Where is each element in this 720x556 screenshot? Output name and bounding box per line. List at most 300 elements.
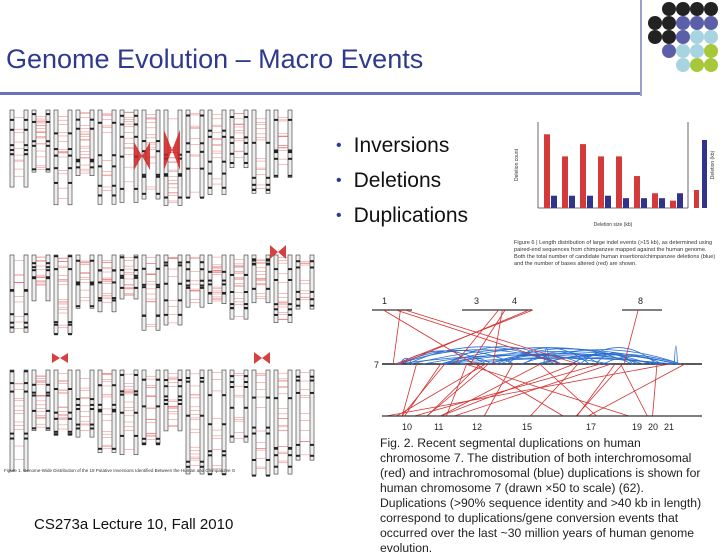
chimp-chromosome bbox=[310, 370, 314, 460]
decor-dot bbox=[662, 2, 676, 16]
band bbox=[288, 158, 292, 160]
band bbox=[230, 436, 234, 438]
chromosome-label-bottom: 20 bbox=[648, 422, 659, 432]
band bbox=[222, 130, 226, 132]
interchromosomal-duplication bbox=[588, 364, 685, 416]
band bbox=[186, 168, 190, 170]
interchromosomal-duplication bbox=[653, 364, 657, 416]
band bbox=[252, 260, 256, 262]
band bbox=[98, 194, 102, 196]
band bbox=[90, 398, 94, 400]
band bbox=[54, 155, 58, 157]
band bbox=[134, 394, 138, 396]
title-rule bbox=[0, 92, 640, 95]
band bbox=[288, 279, 292, 281]
band bbox=[76, 305, 80, 307]
band bbox=[230, 381, 234, 383]
band bbox=[32, 113, 36, 115]
band bbox=[244, 375, 248, 377]
band bbox=[252, 189, 256, 191]
chromosome-label-top: 4 bbox=[512, 296, 518, 306]
band bbox=[156, 140, 160, 142]
band bbox=[288, 119, 292, 121]
band bbox=[156, 286, 160, 288]
band bbox=[32, 140, 36, 142]
band bbox=[200, 168, 204, 170]
band bbox=[32, 262, 36, 264]
decor-dot bbox=[676, 44, 690, 58]
band bbox=[120, 435, 124, 437]
chimp-chromosome bbox=[156, 110, 160, 199]
band bbox=[296, 266, 300, 268]
band bbox=[98, 165, 102, 167]
band bbox=[32, 384, 36, 386]
band bbox=[310, 298, 314, 300]
band bbox=[230, 136, 234, 138]
band bbox=[178, 314, 182, 316]
band bbox=[244, 307, 248, 309]
band bbox=[178, 399, 182, 401]
band bbox=[90, 260, 94, 262]
band bbox=[208, 293, 212, 295]
band bbox=[310, 291, 314, 293]
band bbox=[288, 314, 292, 316]
band bbox=[112, 297, 116, 299]
band bbox=[230, 307, 234, 309]
band bbox=[186, 261, 190, 263]
band bbox=[178, 403, 182, 405]
band bbox=[288, 308, 292, 310]
band bbox=[98, 448, 102, 450]
decor-dot bbox=[704, 16, 718, 30]
band bbox=[24, 144, 28, 146]
band bbox=[142, 438, 146, 440]
bar-blue bbox=[659, 198, 665, 208]
bar-red bbox=[562, 156, 568, 208]
band bbox=[134, 277, 138, 279]
band bbox=[32, 392, 36, 394]
band bbox=[310, 305, 314, 307]
band bbox=[164, 264, 168, 266]
band bbox=[68, 132, 72, 134]
band bbox=[46, 277, 50, 279]
band bbox=[142, 284, 146, 286]
band bbox=[134, 287, 138, 289]
band bbox=[90, 427, 94, 429]
chromosome-label-bottom: 12 bbox=[472, 422, 483, 432]
band bbox=[208, 187, 212, 189]
band bbox=[156, 150, 160, 152]
band bbox=[90, 283, 94, 285]
chimp-chromosome bbox=[90, 370, 94, 437]
interchromosomal-duplication bbox=[446, 364, 466, 416]
band bbox=[10, 382, 14, 384]
band bbox=[244, 116, 248, 118]
chimp-chromosome bbox=[288, 255, 292, 323]
chimp-chromosome bbox=[68, 110, 72, 205]
band bbox=[32, 168, 36, 170]
band bbox=[24, 153, 28, 155]
band bbox=[24, 119, 28, 121]
band bbox=[112, 165, 116, 167]
band bbox=[266, 260, 270, 262]
band bbox=[222, 454, 226, 456]
decor-dot bbox=[704, 30, 718, 44]
band bbox=[230, 407, 234, 409]
band bbox=[112, 409, 116, 411]
band bbox=[222, 136, 226, 138]
band bbox=[54, 433, 58, 435]
band bbox=[68, 431, 72, 433]
bar-blue bbox=[605, 196, 611, 208]
chimp-chromosome bbox=[288, 370, 292, 474]
band bbox=[164, 395, 168, 397]
band bbox=[112, 194, 116, 196]
band bbox=[222, 271, 226, 273]
band bbox=[222, 394, 226, 396]
band bbox=[134, 123, 138, 125]
band bbox=[24, 382, 28, 384]
band bbox=[134, 275, 138, 277]
band bbox=[252, 288, 256, 290]
footer-text: CS273a Lecture 10, Fall 2010 bbox=[34, 516, 234, 533]
band bbox=[252, 459, 256, 461]
band bbox=[288, 466, 292, 468]
band bbox=[230, 116, 234, 118]
bullet-deletions: • Deletions bbox=[336, 169, 442, 192]
band bbox=[142, 443, 146, 445]
band bbox=[266, 288, 270, 290]
band bbox=[46, 113, 50, 115]
band bbox=[46, 394, 50, 396]
band bbox=[98, 384, 102, 386]
interchromosomal-duplication bbox=[396, 310, 533, 364]
band bbox=[76, 398, 80, 400]
band bbox=[54, 333, 58, 335]
band bbox=[46, 269, 50, 271]
decor-dot bbox=[690, 58, 704, 72]
band bbox=[274, 151, 278, 153]
band bbox=[134, 435, 138, 437]
decor-dot bbox=[662, 16, 676, 30]
chromosome-label-top: 3 bbox=[474, 296, 480, 306]
human-chromosome bbox=[10, 370, 14, 471]
band bbox=[10, 119, 14, 121]
band bbox=[68, 255, 72, 257]
band bbox=[164, 197, 168, 199]
band bbox=[274, 447, 278, 449]
band bbox=[186, 461, 190, 463]
band bbox=[266, 142, 270, 144]
band bbox=[76, 128, 80, 130]
band bbox=[288, 151, 292, 153]
band bbox=[200, 287, 204, 289]
intrachromosomal-duplication bbox=[674, 346, 677, 364]
band bbox=[98, 281, 102, 283]
band bbox=[230, 303, 234, 305]
band bbox=[54, 148, 58, 150]
band bbox=[142, 379, 146, 381]
band bbox=[200, 381, 204, 383]
chimp-chromosome bbox=[24, 110, 28, 187]
decor-dot bbox=[690, 44, 704, 58]
band bbox=[46, 266, 50, 268]
band bbox=[208, 394, 212, 396]
band bbox=[120, 256, 124, 258]
bar-blue-right bbox=[702, 140, 707, 208]
chromosome-7-label: 7 bbox=[374, 360, 380, 370]
band bbox=[120, 394, 124, 396]
band bbox=[244, 436, 248, 438]
band bbox=[164, 299, 168, 301]
band bbox=[164, 399, 168, 401]
decor-dot bbox=[676, 2, 690, 16]
decor-dot bbox=[648, 16, 662, 30]
band bbox=[266, 427, 270, 429]
bar-red bbox=[670, 201, 676, 208]
bar-blue bbox=[569, 196, 575, 208]
band bbox=[274, 175, 278, 177]
interchromosomal-duplication bbox=[386, 364, 669, 416]
band bbox=[68, 388, 72, 390]
human-chromosome bbox=[10, 110, 14, 187]
segmental-duplication-figure bbox=[372, 294, 712, 434]
band bbox=[24, 438, 28, 440]
band bbox=[164, 175, 168, 177]
band bbox=[54, 412, 58, 414]
band bbox=[24, 289, 28, 291]
band bbox=[178, 385, 182, 387]
chromosome-label-bottom: 15 bbox=[522, 422, 533, 432]
interchromosomal-duplication bbox=[415, 364, 600, 416]
chromosome-label-top: 8 bbox=[638, 296, 644, 306]
human-chromosome bbox=[208, 370, 212, 475]
band bbox=[134, 374, 138, 376]
band bbox=[32, 427, 36, 429]
band bbox=[310, 376, 314, 378]
band bbox=[178, 175, 182, 177]
figure-6-caption: Figure 6 | Length distribution of large indel events (>15 kb), as determined using paired-end sequences from chimpanzee mapped against the human genome. Both the total number of candidate human insertions/chimpanzee deletions (blue) and the number of bases altered (red) are shown. bbox=[514, 240, 716, 267]
band bbox=[296, 444, 300, 446]
band bbox=[310, 266, 314, 268]
band bbox=[156, 315, 160, 317]
band bbox=[186, 381, 190, 383]
decor-dot bbox=[676, 16, 690, 30]
band bbox=[266, 459, 270, 461]
band bbox=[134, 256, 138, 258]
band bbox=[32, 277, 36, 279]
band bbox=[244, 136, 248, 138]
band bbox=[120, 412, 124, 414]
band bbox=[266, 177, 270, 179]
bar-red bbox=[598, 156, 604, 208]
band bbox=[142, 140, 146, 142]
band bbox=[24, 370, 28, 372]
band bbox=[266, 184, 270, 186]
band bbox=[98, 404, 102, 406]
band bbox=[120, 156, 124, 158]
band bbox=[208, 450, 212, 452]
band bbox=[90, 166, 94, 168]
band bbox=[68, 321, 72, 323]
bar-blue bbox=[587, 196, 593, 208]
band bbox=[24, 149, 28, 151]
band bbox=[186, 115, 190, 117]
band bbox=[208, 136, 212, 138]
band bbox=[186, 280, 190, 282]
band bbox=[68, 412, 72, 414]
band bbox=[178, 379, 182, 381]
band bbox=[120, 123, 124, 125]
band bbox=[186, 197, 190, 199]
band bbox=[186, 285, 190, 287]
chimp-chromosome bbox=[266, 255, 270, 303]
band bbox=[134, 188, 138, 190]
band bbox=[10, 149, 14, 151]
band bbox=[76, 404, 80, 406]
band bbox=[76, 166, 80, 168]
band bbox=[46, 262, 50, 264]
bar-blue bbox=[623, 198, 629, 208]
band bbox=[296, 260, 300, 262]
band bbox=[252, 397, 256, 399]
band bbox=[230, 274, 234, 276]
band bbox=[68, 148, 72, 150]
human-chromosome bbox=[98, 110, 102, 204]
band bbox=[68, 155, 72, 157]
bullet-list bbox=[336, 128, 468, 233]
band bbox=[68, 324, 72, 326]
band bbox=[24, 433, 28, 435]
band bbox=[98, 297, 102, 299]
band bbox=[54, 431, 58, 433]
band bbox=[266, 433, 270, 435]
decor-dot bbox=[704, 58, 718, 72]
band bbox=[230, 386, 234, 388]
band bbox=[112, 122, 116, 124]
band bbox=[296, 392, 300, 394]
bar-red bbox=[634, 176, 640, 208]
band bbox=[46, 392, 50, 394]
band bbox=[68, 333, 72, 335]
band bbox=[68, 167, 72, 169]
band bbox=[32, 121, 36, 123]
band bbox=[274, 303, 278, 305]
band bbox=[76, 283, 80, 285]
band bbox=[252, 184, 256, 186]
band bbox=[288, 268, 292, 270]
band bbox=[10, 370, 14, 372]
band bbox=[112, 448, 116, 450]
band bbox=[178, 299, 182, 301]
band bbox=[142, 268, 146, 270]
band bbox=[142, 174, 146, 176]
band bbox=[32, 145, 36, 147]
band bbox=[10, 129, 14, 131]
band bbox=[68, 268, 72, 270]
decor-dot bbox=[662, 30, 676, 44]
band bbox=[200, 142, 204, 144]
band bbox=[90, 424, 94, 426]
band bbox=[156, 405, 160, 407]
band bbox=[200, 261, 204, 263]
human-chromosome bbox=[274, 370, 278, 474]
band bbox=[222, 173, 226, 175]
band bbox=[208, 280, 212, 282]
band bbox=[90, 305, 94, 307]
band bbox=[46, 140, 50, 142]
band bbox=[288, 303, 292, 305]
band bbox=[120, 374, 124, 376]
band bbox=[156, 379, 160, 381]
band bbox=[120, 188, 124, 190]
band bbox=[244, 407, 248, 409]
band bbox=[200, 115, 204, 117]
band bbox=[24, 322, 28, 324]
band bbox=[230, 291, 234, 293]
decor-dot bbox=[676, 58, 690, 72]
slide-title: Genome Evolution – Macro Events bbox=[6, 44, 424, 74]
band bbox=[164, 314, 168, 316]
band bbox=[156, 268, 160, 270]
band bbox=[134, 390, 138, 392]
y-axis-label-right: Deletion (kb) bbox=[710, 150, 716, 180]
decor-dot bbox=[648, 30, 662, 44]
chimp-chromosome bbox=[46, 370, 50, 431]
band bbox=[200, 285, 204, 287]
band bbox=[252, 427, 256, 429]
band bbox=[112, 154, 116, 156]
band bbox=[222, 187, 226, 189]
interchromosomal-duplication bbox=[576, 364, 622, 416]
human-chromosome bbox=[54, 370, 58, 435]
decor-dot bbox=[690, 30, 704, 44]
band bbox=[54, 418, 58, 420]
chimp-chromosome bbox=[222, 255, 226, 304]
chimp-chromosome bbox=[244, 370, 248, 442]
band bbox=[112, 384, 116, 386]
band bbox=[186, 415, 190, 417]
band bbox=[252, 433, 256, 435]
band bbox=[10, 322, 14, 324]
human-chromosome bbox=[296, 370, 300, 460]
band bbox=[310, 380, 314, 382]
human-chromosome bbox=[32, 370, 36, 431]
band bbox=[90, 160, 94, 162]
band bbox=[274, 119, 278, 121]
band bbox=[10, 289, 14, 291]
band bbox=[200, 461, 204, 463]
chimp-chromosome bbox=[200, 110, 204, 197]
band bbox=[54, 255, 58, 257]
band bbox=[296, 376, 300, 378]
band bbox=[54, 324, 58, 326]
band bbox=[296, 291, 300, 293]
band bbox=[274, 454, 278, 456]
band bbox=[120, 390, 124, 392]
band bbox=[134, 115, 138, 117]
band bbox=[134, 269, 138, 271]
bullet-duplications: • Duplications bbox=[336, 204, 469, 227]
band bbox=[186, 151, 190, 153]
band bbox=[120, 136, 124, 138]
band bbox=[112, 281, 116, 283]
bullet-inversions: • Inversions bbox=[336, 134, 450, 157]
deletion-size-chart bbox=[510, 112, 720, 238]
band bbox=[10, 438, 14, 440]
band bbox=[178, 395, 182, 397]
band bbox=[120, 269, 124, 271]
